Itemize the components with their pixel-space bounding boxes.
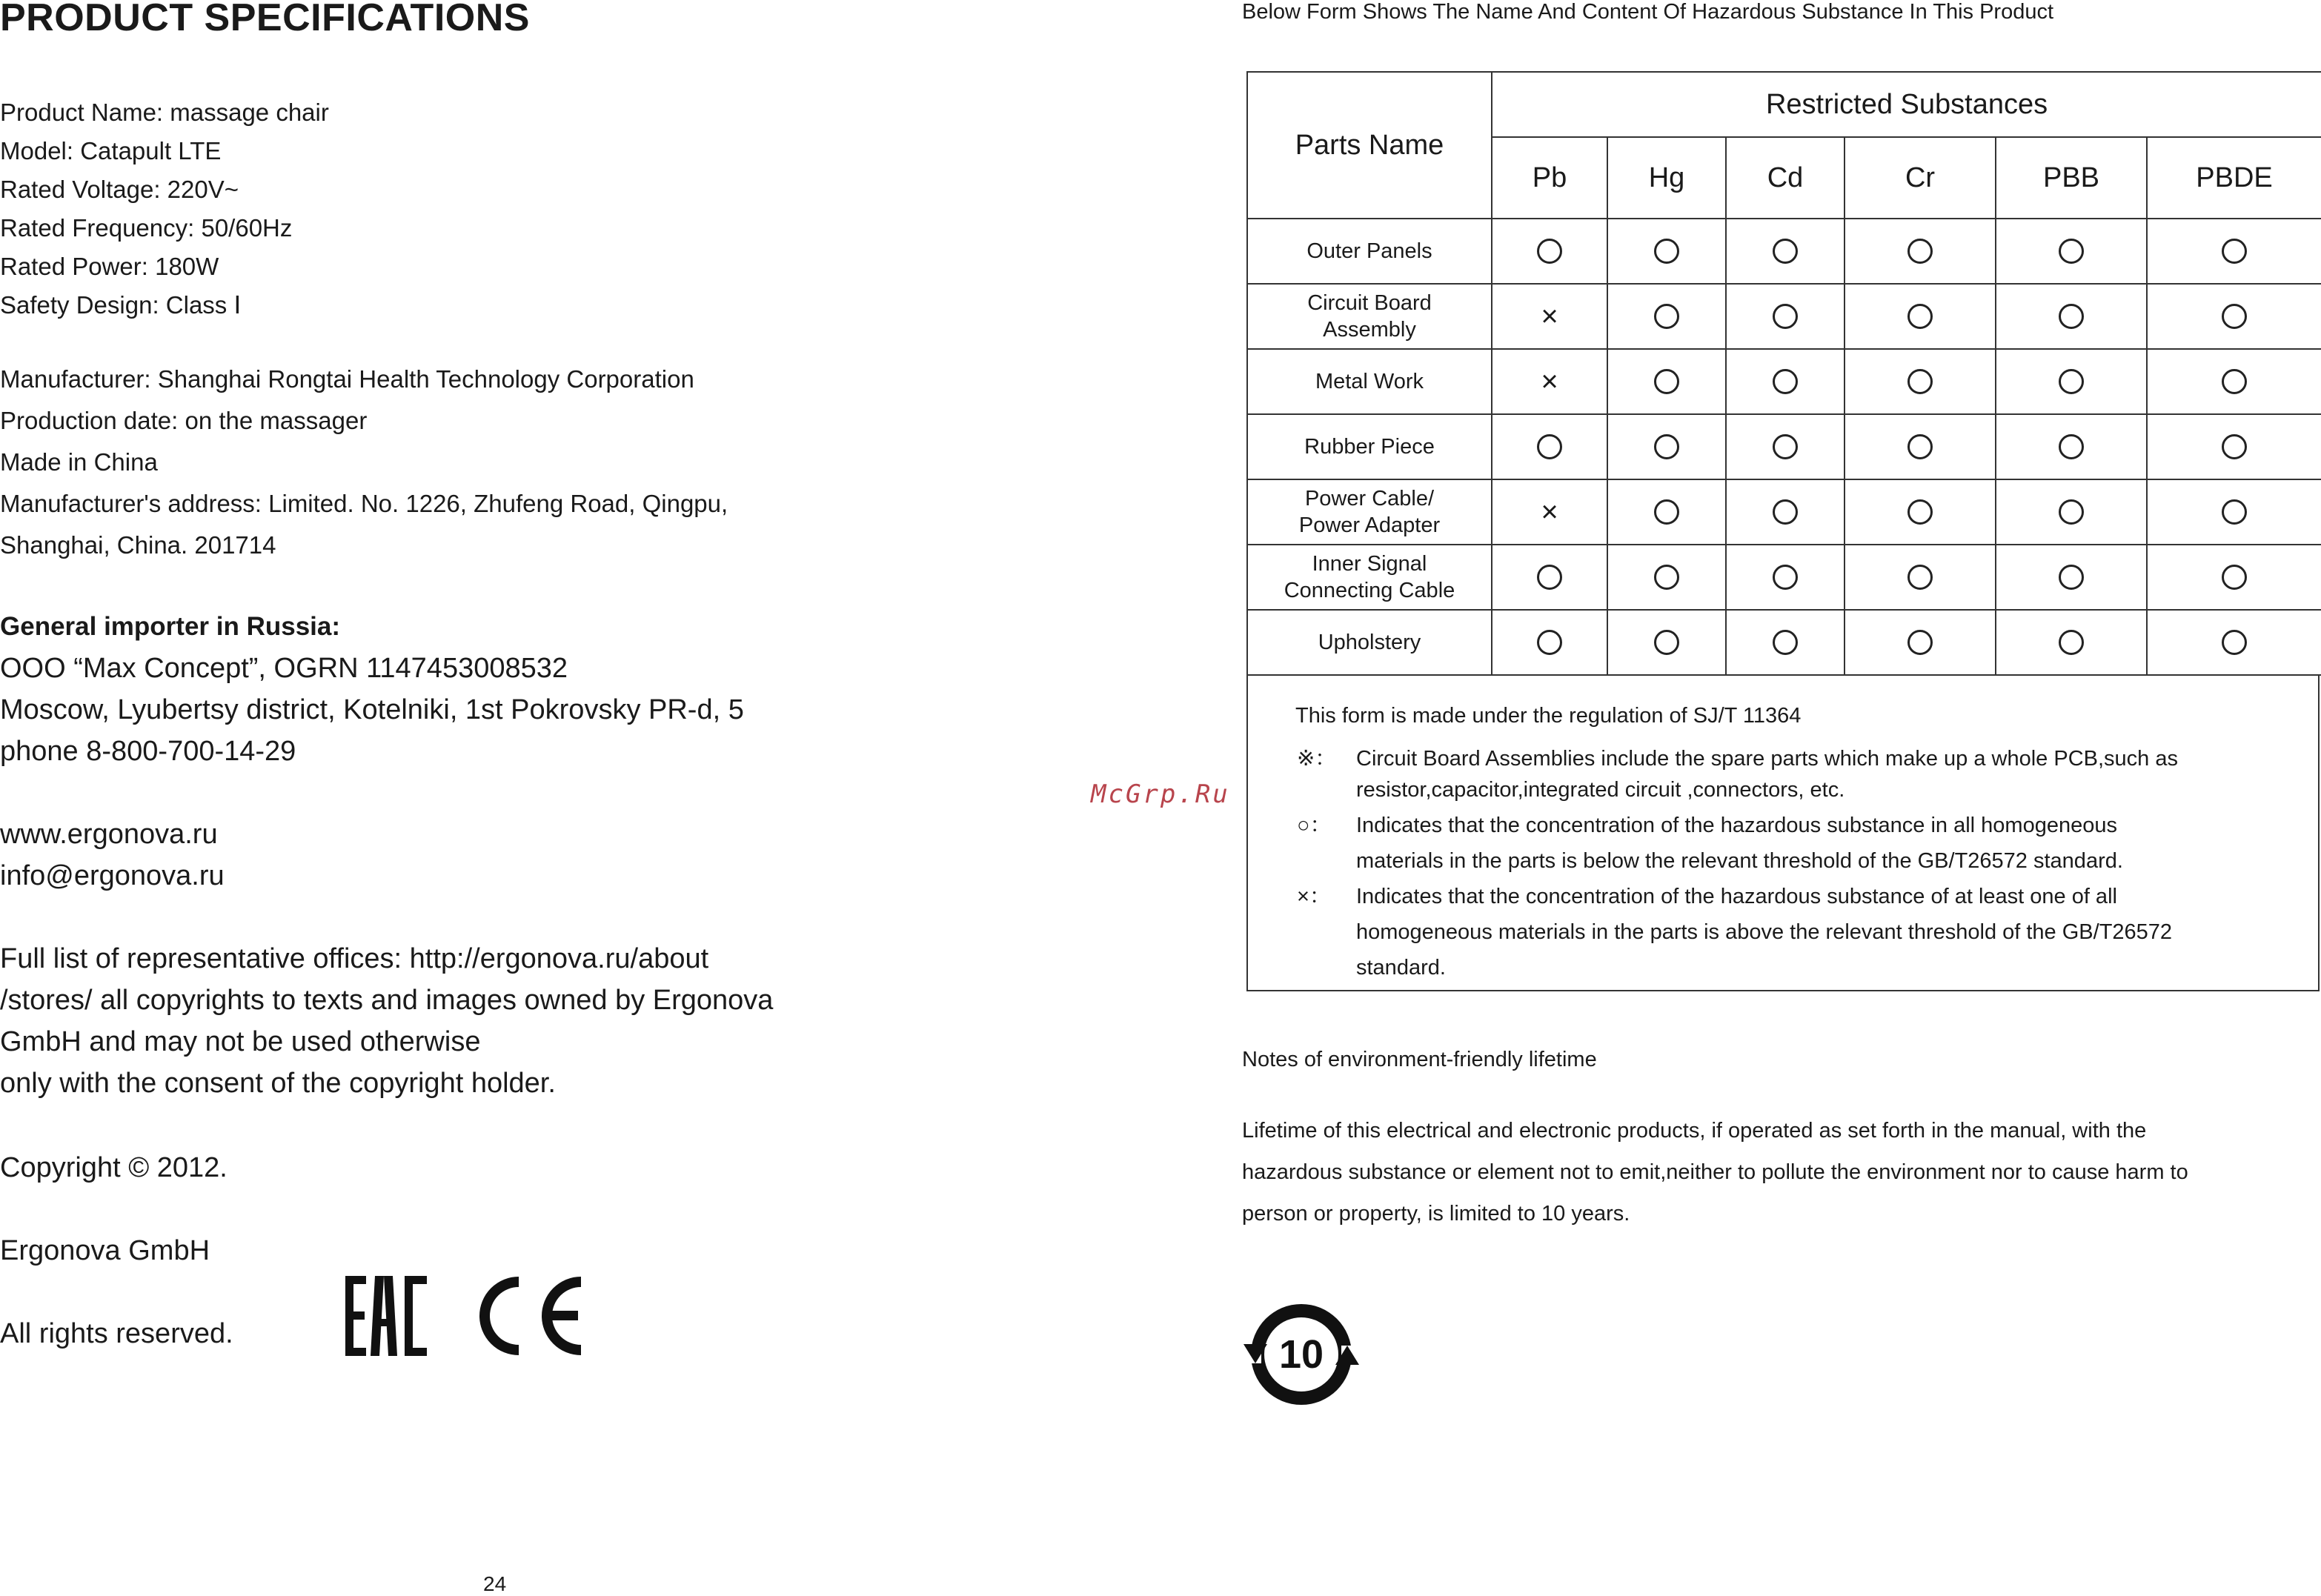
circle-mark-icon [1773,434,1798,459]
offices-line: GmbH and may not be used otherwise [0,1026,481,1057]
circle-mark-icon [1654,630,1679,655]
substance-header-pbde: PBDE [2147,137,2321,219]
circle-mark-icon [1654,369,1679,394]
substance-header-pbb: PBB [1996,137,2147,219]
page-number: 24 [483,1572,507,1595]
note-line: standard. [1356,956,1446,980]
substance-mark-cell [1996,610,2147,675]
spec-line: Model: Catapult LTE [0,137,222,164]
circle-mark-icon [1907,565,1933,590]
substance-mark-cell [1607,219,1726,284]
spec-line: Safety Design: Class Ⅰ [0,291,242,319]
cross-note [1356,879,2172,985]
manufacturer-line: Production date: on the massager [0,407,368,434]
table-row [1247,349,2321,414]
copyright: Copyright © 2012. [0,1152,228,1183]
manufacturer-line: Manufacturer: Shanghai Rongtai Health Technology Corporation [0,365,694,393]
substance-mark-cell [1492,219,1607,284]
asterisk-note [1356,741,2178,808]
substance-mark-cell [1844,414,1996,479]
asterisk-symbol: ※： [1297,747,1337,771]
importer-line: phone 8-800-700-14-29 [0,736,296,767]
substance-mark-cell [1844,545,1996,610]
substance-mark-cell [1492,545,1607,610]
substance-mark-cell [1492,479,1607,545]
circle-mark-icon [1537,239,1562,264]
importer-line: Moscow, Lyubertsy district, Kotelniki, 1st Pokrovsky PR-d, 5 [0,694,744,725]
substance-mark-cell [1726,479,1844,545]
substance-mark-cell [1492,284,1607,349]
circle-mark-icon [2059,630,2084,655]
cross-symbol: ×： [1297,885,1331,908]
circle-mark-icon [2059,499,2084,525]
email-link[interactable]: info@ergonova.ru [0,860,225,891]
substance-mark-cell [1996,349,2147,414]
substance-mark-cell [1844,284,1996,349]
circle-mark-icon [2222,499,2247,525]
circle-mark-icon [1654,434,1679,459]
circle-mark-icon [2059,369,2084,394]
circle-mark-icon [1907,630,1933,655]
note-line: Circuit Board Assemblies include the spare parts which make up a whole PCB,such as [1356,747,2178,771]
env-lifetime-title: Notes of environment-friendly lifetime [1242,1048,1597,1071]
substance-mark-cell [1607,545,1726,610]
circle-mark-icon [2059,434,2084,459]
circle-mark-icon [2059,239,2084,264]
hazardous-substance-table [1246,71,2321,676]
circle-symbol: ○： [1297,814,1332,837]
product-specs [0,93,329,325]
spec-line: Product Name: massage chair [0,99,329,126]
cross-mark-icon: × [1541,496,1558,528]
circle-mark-icon [1907,434,1933,459]
table-row [1247,545,2321,610]
substance-mark-cell [1492,414,1607,479]
circle-mark-icon [2222,565,2247,590]
substance-mark-cell [1844,610,1996,675]
importer-line: OOO “Max Concept”, OGRN 1147453008532 [0,653,568,684]
circle-mark-icon [1773,239,1798,264]
circle-mark-icon [2222,630,2247,655]
circle-mark-icon [2222,434,2247,459]
cross-mark-icon: × [1541,300,1558,333]
circle-mark-icon [1654,304,1679,329]
substance-mark-cell [1726,219,1844,284]
substance-mark-cell [2147,284,2321,349]
circle-mark-icon [1537,434,1562,459]
note-line: homogeneous materials in the parts is above the relevant threshold of the GB/T26572 [1356,920,2173,944]
env-lifetime-text [1242,1110,2188,1234]
substance-mark-cell [1607,284,1726,349]
substance-mark-cell [2147,349,2321,414]
substance-mark-cell [1607,479,1726,545]
env-line: hazardous substance or element not to emit,neither to pollute the environment nor to cause harm to [1242,1160,2188,1184]
manufacturer-info [0,359,728,566]
table-row [1247,284,2321,349]
part-name-cell: Upholstery [1247,610,1492,675]
circle-mark-icon [1537,565,1562,590]
env-line: person or property, is limited to 10 years. [1242,1202,1630,1226]
circle-mark-icon [2059,304,2084,329]
lifetime-number: 10 [1278,1332,1324,1377]
substance-mark-cell [1726,610,1844,675]
substance-mark-cell [2147,219,2321,284]
part-name-cell: Outer Panels [1247,219,1492,284]
note-line: materials in the parts is below the relevant threshold of the GB/T26572 standard. [1356,849,2123,873]
part-name-cell: Power Cable/ Power Adapter [1247,479,1492,545]
contacts [0,814,225,897]
substance-mark-cell [1607,414,1726,479]
substance-mark-cell [1996,545,2147,610]
circle-mark-icon [2222,239,2247,264]
substance-mark-cell [2147,545,2321,610]
substance-header-hg: Hg [1607,137,1726,219]
substance-header-cd: Cd [1726,137,1844,219]
notes-box [1246,676,2320,991]
importer-info [0,648,744,772]
substance-mark-cell [1492,610,1607,675]
offices-line: Full list of representative offices: http://ergonova.ru/about [0,943,709,974]
circle-mark-icon [1907,239,1933,264]
spec-line: Rated Voltage: 220V~ [0,176,239,203]
circle-mark-icon [2222,304,2247,329]
website-link[interactable]: www.ergonova.ru [0,819,218,850]
offices-text [0,938,773,1104]
circle-mark-icon [1773,630,1798,655]
circle-mark-icon [1773,565,1798,590]
importer-heading: General importer in Russia: [0,612,341,641]
ce-logo-icon [479,1276,585,1356]
circle-mark-icon [2222,369,2247,394]
substance-mark-cell [1844,349,1996,414]
company-name: Ergonova GmbH [0,1235,210,1266]
substance-mark-cell [1726,545,1844,610]
substance-header-pb: Pb [1492,137,1607,219]
manufacturer-line: Made in China [0,448,158,476]
spec-line: Rated Power: 180W [0,253,219,280]
substance-mark-cell [2147,414,2321,479]
circle-mark-icon [1773,369,1798,394]
circle-mark-icon [1537,630,1562,655]
substance-mark-cell [1607,349,1726,414]
circle-note [1356,808,2123,879]
substance-mark-cell [2147,479,2321,545]
table-row [1247,479,2321,545]
note-line: Indicates that the concentration of the hazardous substance in all homogeneous [1356,814,2117,837]
manufacturer-line: Shanghai, China. 201714 [0,531,276,559]
table-row [1247,414,2321,479]
circle-mark-icon [1773,304,1798,329]
substance-mark-cell [1844,479,1996,545]
substance-mark-cell [1996,284,2147,349]
substance-mark-cell [1492,349,1607,414]
part-name-cell: Rubber Piece [1247,414,1492,479]
substance-mark-cell [1996,219,2147,284]
cross-mark-icon: × [1541,365,1558,398]
circle-mark-icon [1654,239,1679,264]
circle-mark-icon [1907,499,1933,525]
watermark-text: McGrp.Ru [1091,779,1230,809]
regulation-note: This form is made under the regulation of SJ/T 11364 [1295,704,1802,728]
environmental-lifetime-10-icon [1242,1301,1361,1408]
circle-mark-icon [1654,499,1679,525]
substance-mark-cell [1844,219,1996,284]
substance-mark-cell [1726,349,1844,414]
circle-mark-icon [1907,304,1933,329]
rights-reserved: All rights reserved. [0,1318,233,1349]
note-line: Indicates that the concentration of the hazardous substance of at least one of all [1356,885,2117,908]
part-name-cell: Circuit Board Assembly [1247,284,1492,349]
page-title: PRODUCT SPECIFICATIONS [0,0,530,39]
substance-mark-cell [1726,284,1844,349]
substance-mark-cell [1996,479,2147,545]
substance-mark-cell [2147,610,2321,675]
eac-logo-icon [345,1276,430,1356]
circle-mark-icon [1907,369,1933,394]
parts-name-header: Parts Name [1247,72,1492,219]
circle-mark-icon [1654,565,1679,590]
table-row [1247,610,2321,675]
substance-mark-cell [1996,414,2147,479]
circle-mark-icon [2059,565,2084,590]
restricted-substances-header: Restricted Substances [1492,72,2321,137]
spec-line: Rated Frequency: 50/60Hz [0,214,293,242]
substance-header-cr: Cr [1844,137,1996,219]
note-line: resistor,capacitor,integrated circuit ,connectors, etc. [1356,778,1845,802]
offices-line: /stores/ all copyrights to texts and images owned by Ergonova [0,985,774,1016]
substance-mark-cell [1607,610,1726,675]
substance-mark-cell [1726,414,1844,479]
part-name-cell: Inner Signal Connecting Cable [1247,545,1492,610]
circle-mark-icon [1773,499,1798,525]
hazard-form-heading: Below Form Shows The Name And Content Of Hazardous Substance In This Product [1242,0,2054,24]
env-line: Lifetime of this electrical and electronic products, if operated as set forth in the manual, with the [1242,1119,2147,1143]
table-row [1247,219,2321,284]
offices-line: only with the consent of the copyright holder. [0,1068,556,1099]
part-name-cell: Metal Work [1247,349,1492,414]
manufacturer-line: Manufacturer's address: Limited. No. 1226, Zhufeng Road, Qingpu, [0,490,728,517]
